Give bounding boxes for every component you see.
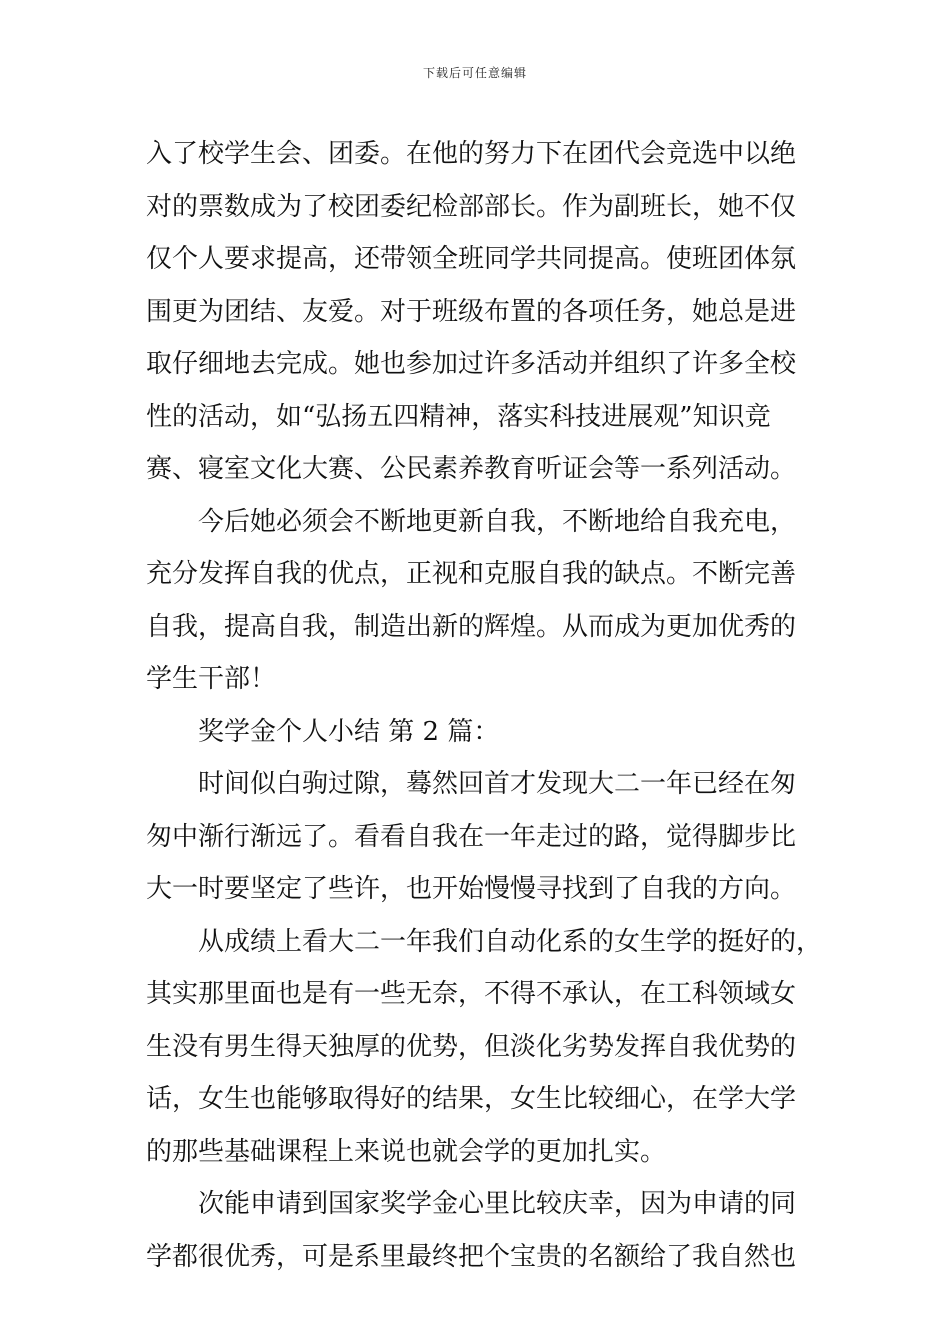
paragraph-start-line: 从成绩上看大二一年我们自动化系的女生学的挺好的， [198,926,823,957]
paragraph-start-line: 今后她必须会不断地更新自我，不断地给自我充电， [198,506,797,537]
text-line: 学生干部！ [146,664,277,694]
document-body [146,128,823,1283]
paragraph-start-line: 次能申请到国家奖学金心里比较庆幸，因为申请的同 [198,1189,797,1219]
text-line: 话，女生也能够取得好的结果，女生比较细心，在学大学 [146,1084,797,1114]
text-line: 取仔细地去完成。她也参加过许多活动并组织了许多全校 [146,349,797,379]
text-line: 围更为团结、友爱。对于班级布置的各项任务，她总是进 [146,296,797,327]
text-line: 对的票数成为了校团委纪检部部长。作为副班长，她不仅 [146,191,797,222]
text-line: 赛、寝室文化大赛、公民素养教育听证会等一系列活动。 [146,454,797,484]
text-line: 大一时要坚定了些许，也开始慢慢寻找到了自我的方向。 [146,874,797,904]
text-line: 其实那里面也是有一些无奈，不得不承认，在工科领域女 [146,979,797,1009]
text-line: 自我，提高自我，制造出新的辉煌。从而成为更加优秀的 [146,611,797,642]
text-line: 充分发挥自我的优点，正视和克服自我的缺点。不断完善 [146,559,797,589]
text-line: 的那些基础课程上来说也就会学的更加扎实。 [146,1136,667,1167]
text-line: 性的活动，如“弘扬五四精神，落实科技进展观”知识竞 [146,401,771,432]
paragraph-start-line: 时间似白驹过隙，蓦然回首才发现大二一年已经在匆 [198,769,797,799]
text-line: 仅个人要求提高，还带领全班同学共同提高。使班团体氛 [146,244,797,274]
text-line: 生没有男生得天独厚的优势，但淡化劣势发挥自我优势的 [146,1031,797,1062]
text-line: 匆中渐行渐远了。看看自我在一年走过的路，觉得脚步比 [146,821,797,852]
section-heading: 奖学金个人小结 第 2 篇： [198,716,500,747]
text-line: 学都很优秀，可是系里最终把个宝贵的名额给了我自然也 [146,1241,797,1272]
page-header-note: 下载后可任意编辑 [422,66,527,80]
text-line: 入了校学生会、团委。在他的努力下在团代会竞选中以绝 [146,139,797,169]
